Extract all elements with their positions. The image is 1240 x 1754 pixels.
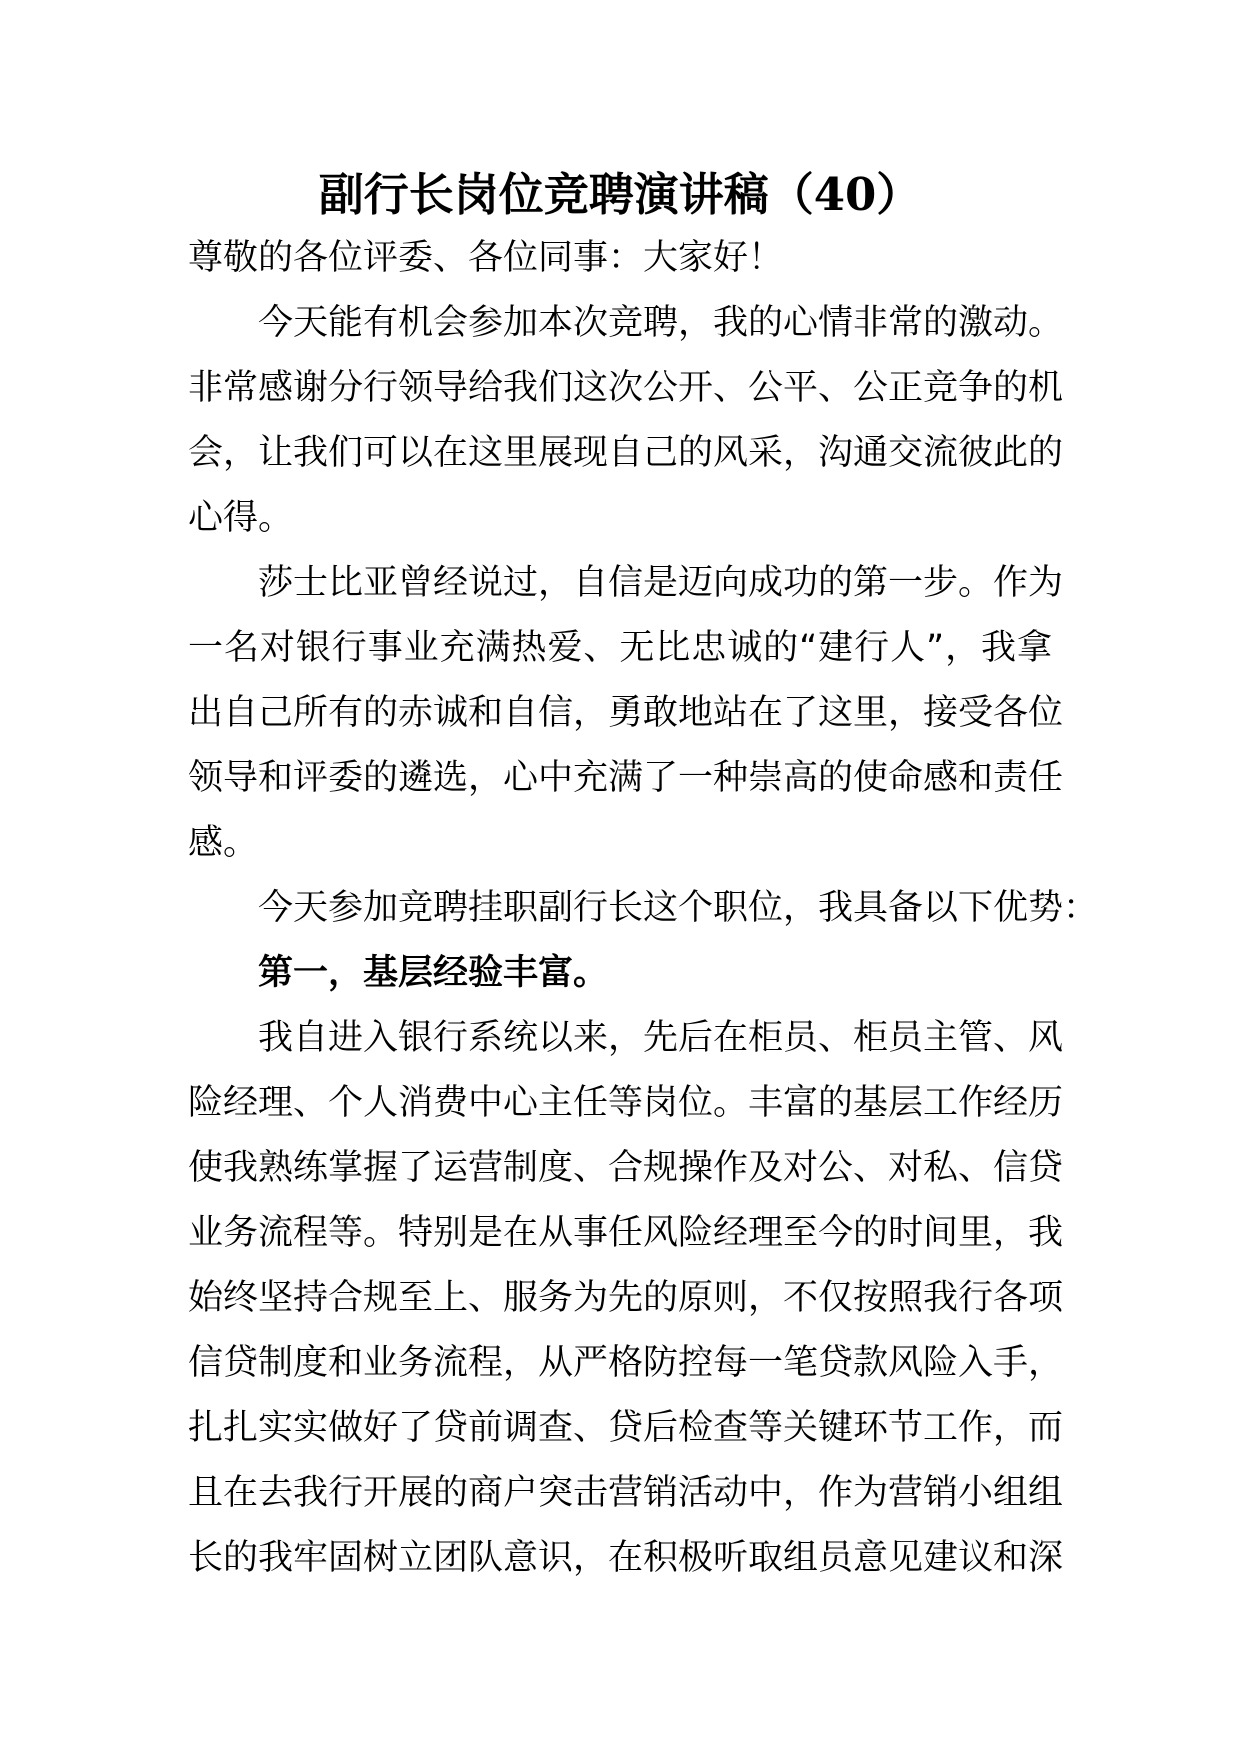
text-line: 会，让我们可以在这里展现自己的风采，沟通交流彼此的 <box>188 433 1064 473</box>
text-line: 扎扎实实做好了贷前调查、贷后检查等关键环节工作，而 <box>188 1408 1064 1448</box>
body-paragraph <box>188 291 1064 551</box>
body-paragraph <box>188 551 1064 876</box>
text-line: 始终坚持合规至上、服务为先的原则，不仅按照我行各项 <box>188 1278 1064 1318</box>
text-line: 领导和评委的遴选，心中充满了一种崇高的使命感和责任 <box>188 758 1064 798</box>
text-line: 感。 <box>188 823 259 863</box>
text-line: 且在去我行开展的商户突击营销活动中，作为营销小组组 <box>188 1473 1064 1513</box>
text-line: 非常感谢分行领导给我们这次公开、公平、公正竞争的机 <box>188 368 1064 408</box>
text-line: 一名对银行事业充满热爱、无比忠诚的“建行人”，我拿 <box>188 628 1052 668</box>
body-paragraph <box>188 1006 1064 1591</box>
greeting-line: 尊敬的各位评委、各位同事：大家好！ <box>188 238 784 278</box>
text-line: 信贷制度和业务流程，从严格防控每一笔贷款风险入手， <box>188 1343 1064 1383</box>
text-line: 长的我牢固树立团队意识，在积极听取组员意见建议和深 <box>188 1538 1064 1578</box>
text-line: 心得。 <box>188 498 294 538</box>
text-line: 第一，基层经验丰富。 <box>258 953 609 993</box>
page-title: 副行长岗位竞聘演讲稿（40） <box>318 168 922 221</box>
body-paragraph <box>188 876 1099 941</box>
text-line: 使我熟练掌握了运营制度、合规操作及对公、对私、信贷 <box>188 1148 1064 1188</box>
text-line: 业务流程等。特别是在从事任风险经理至今的时间里，我 <box>188 1213 1064 1253</box>
text-line: 莎士比亚曾经说过，自信是迈向成功的第一步。作为 <box>258 563 1064 603</box>
text-line: 出自己所有的赤诚和自信，勇敢地站在了这里，接受各位 <box>188 693 1064 733</box>
text-line: 今天参加竞聘挂职副行长这个职位，我具备以下优势： <box>258 888 1099 928</box>
paragraph-list <box>188 291 1099 1591</box>
document-body <box>188 164 1099 1591</box>
text-line: 今天能有机会参加本次竞聘，我的心情非常的激动。 <box>258 303 1064 343</box>
text-line: 险经理、个人消费中心主任等岗位。丰富的基层工作经历 <box>188 1083 1064 1123</box>
text-line: 我自进入银行系统以来，先后在柜员、柜员主管、风 <box>258 1018 1064 1058</box>
section-heading <box>188 941 1052 1006</box>
